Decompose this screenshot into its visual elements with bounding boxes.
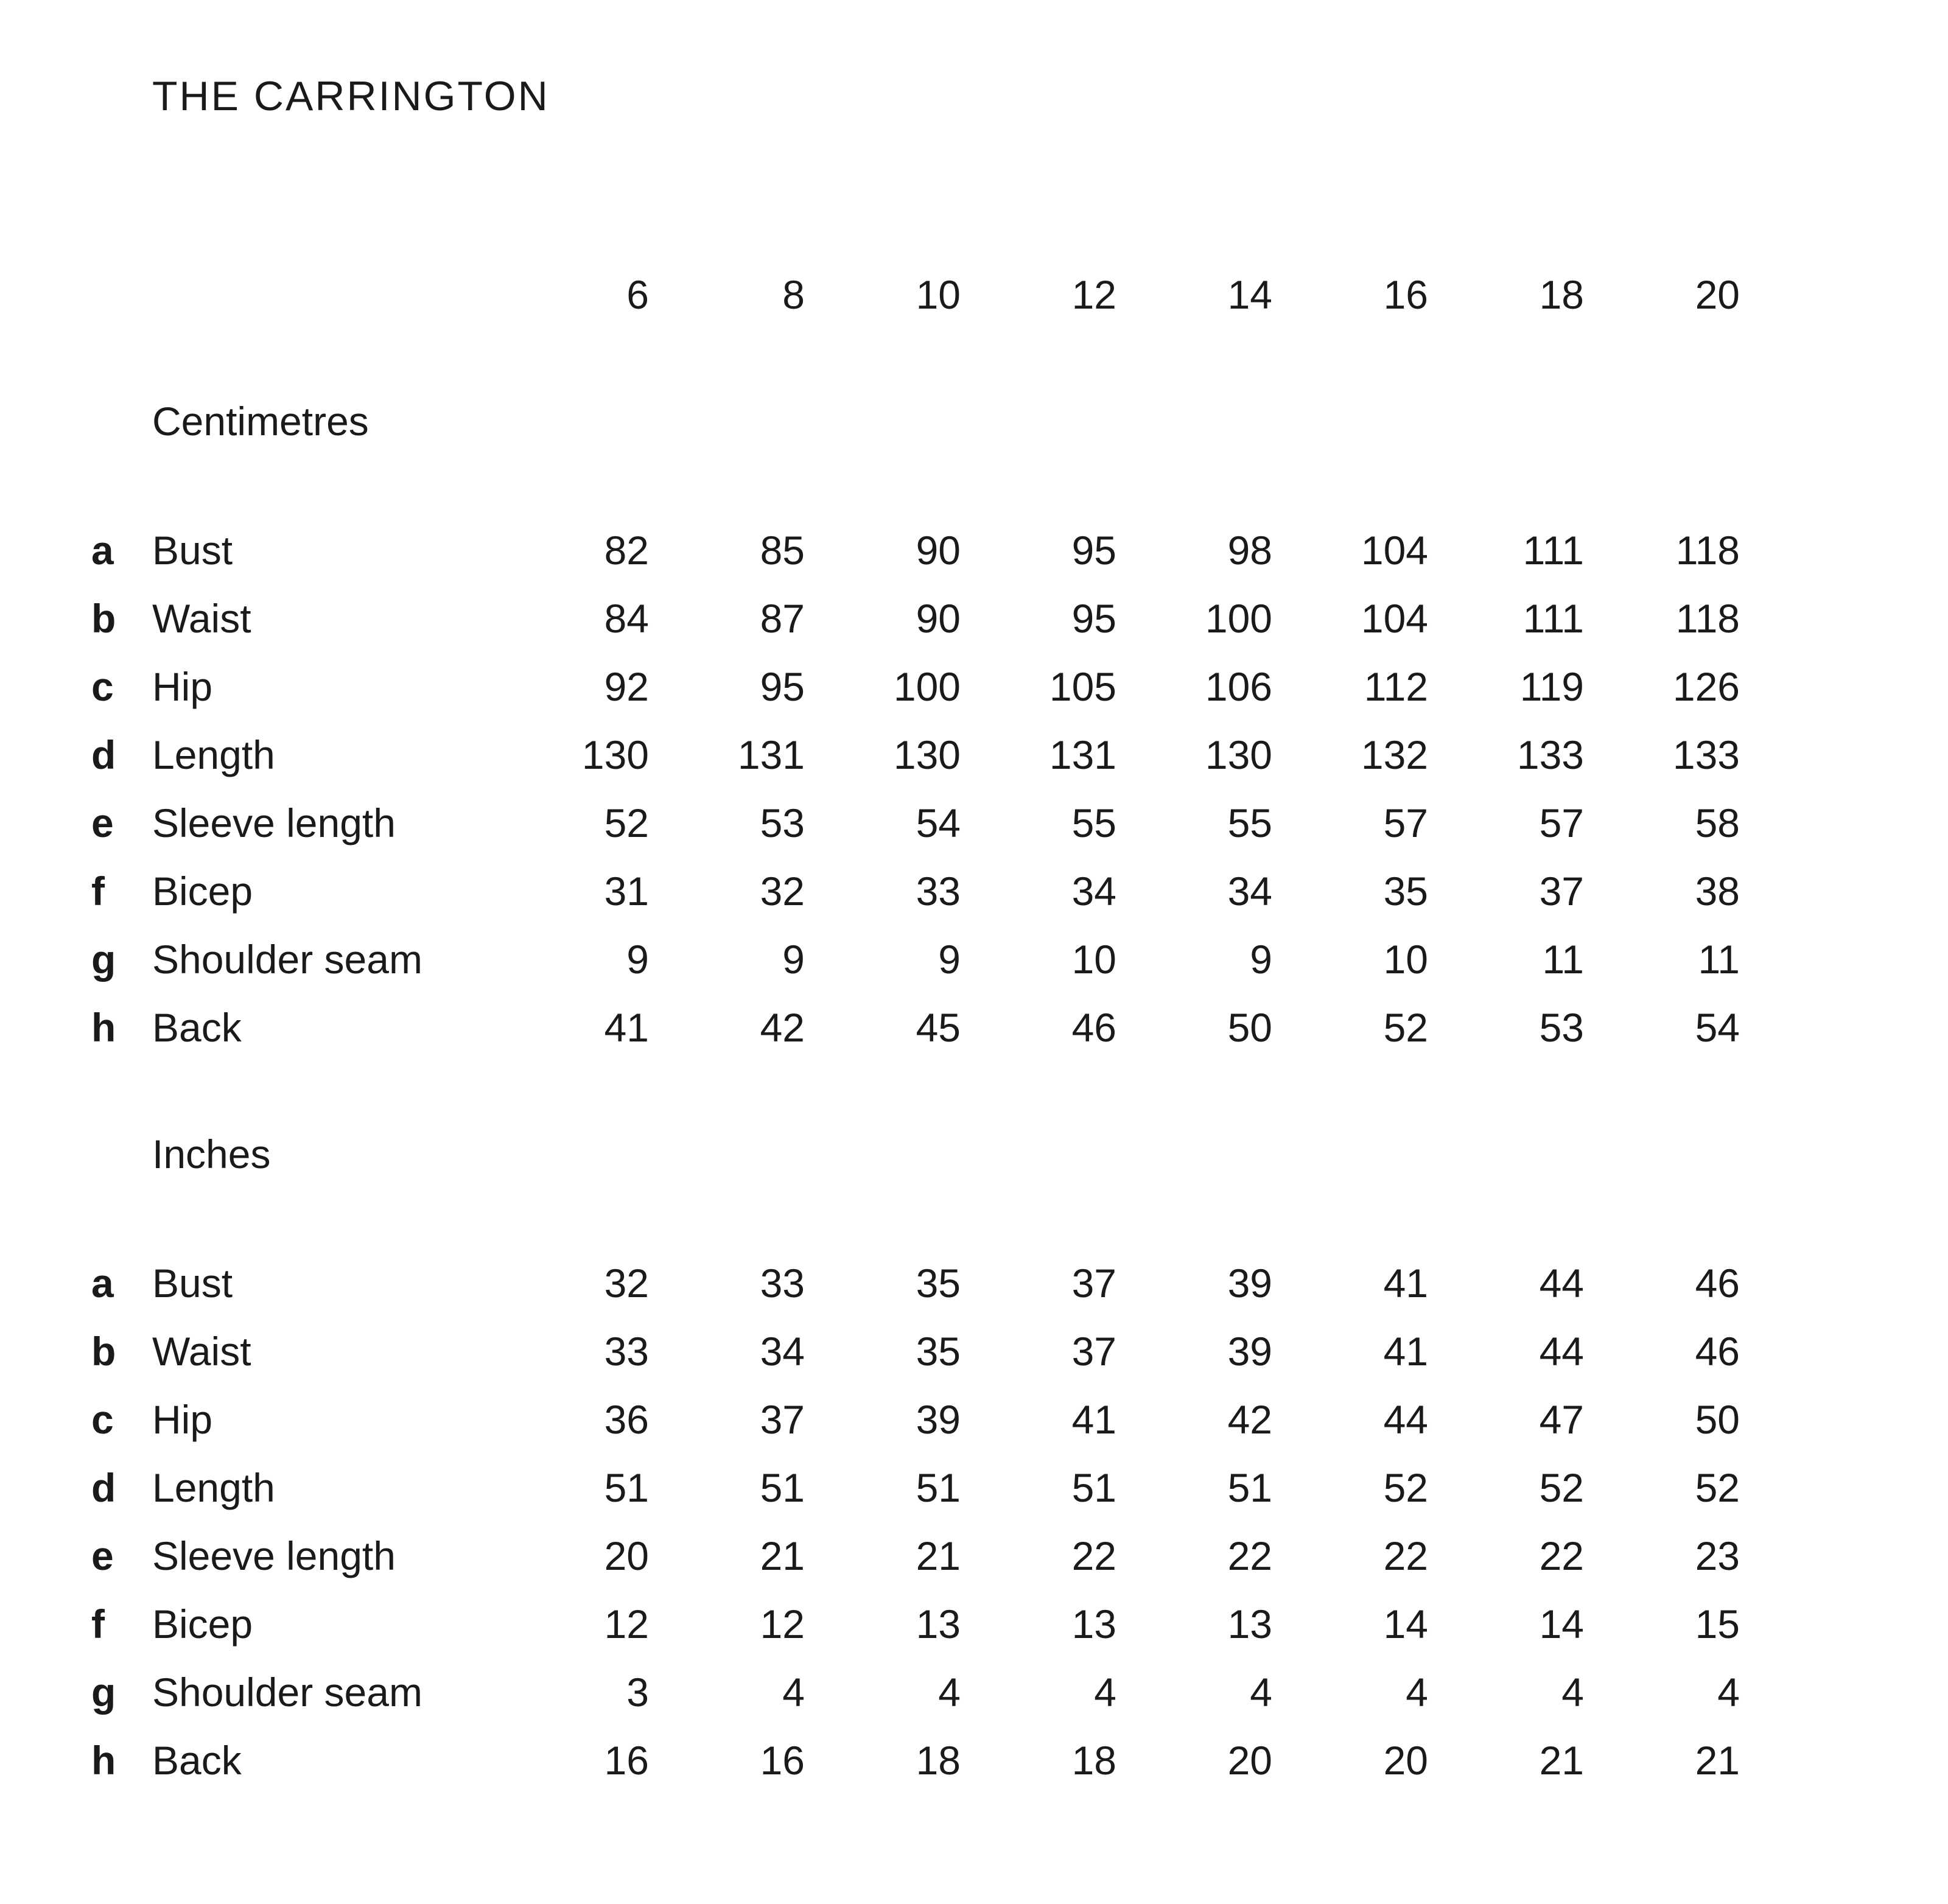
row-label: Sleeve length: [152, 1533, 396, 1578]
row-letter: a: [91, 1261, 114, 1306]
row-label: Waist: [152, 596, 251, 641]
value-cell: 50: [1695, 1397, 1740, 1442]
value-cell: 52: [1695, 1465, 1740, 1510]
value-cell: 44: [1383, 1397, 1428, 1442]
value-cell: 87: [760, 596, 805, 641]
size-column-header: 18: [1539, 272, 1584, 317]
value-cell: 41: [1071, 1397, 1116, 1442]
value-cell: 9: [782, 937, 805, 982]
value-cell: 4: [1406, 1670, 1428, 1715]
value-cell: 35: [1383, 869, 1428, 914]
section-label: Centimetres: [152, 399, 369, 444]
value-cell: 13: [916, 1601, 961, 1647]
table-row: [91, 789, 1948, 857]
value-cell: 118: [1675, 596, 1740, 641]
row-letter: b: [91, 1329, 116, 1374]
row-label: Length: [152, 732, 275, 777]
value-cell: 15: [1695, 1601, 1740, 1647]
row-letter: a: [91, 528, 114, 573]
value-cell: 11: [1542, 937, 1584, 982]
value-cell: 100: [893, 664, 961, 709]
value-cell: 118: [1675, 528, 1740, 573]
value-cell: 53: [1539, 1005, 1584, 1050]
value-cell: 104: [1361, 596, 1428, 641]
value-cell: 46: [1071, 1005, 1116, 1050]
size-column-header: 10: [916, 272, 961, 317]
row-label: Bust: [152, 528, 233, 573]
value-cell: 130: [581, 732, 649, 777]
value-cell: 130: [893, 732, 961, 777]
value-cell: 12: [604, 1601, 649, 1647]
value-cell: 133: [1672, 732, 1740, 777]
value-cell: 131: [1049, 732, 1116, 777]
value-cell: 9: [1250, 937, 1272, 982]
value-cell: 95: [760, 664, 805, 709]
value-cell: 54: [1695, 1005, 1740, 1050]
value-cell: 21: [760, 1533, 805, 1578]
value-cell: 111: [1522, 528, 1584, 573]
size-column-header: 12: [1071, 272, 1116, 317]
value-cell: 37: [1539, 869, 1584, 914]
value-cell: 36: [604, 1397, 649, 1442]
value-cell: 54: [916, 800, 961, 845]
value-cell: 47: [1539, 1397, 1584, 1442]
value-cell: 41: [604, 1005, 649, 1050]
value-cell: 90: [916, 528, 961, 573]
value-cell: 57: [1539, 800, 1584, 845]
value-cell: 34: [760, 1329, 805, 1374]
row-letter: e: [91, 800, 114, 845]
value-cell: 52: [1383, 1005, 1428, 1050]
value-cell: 4: [938, 1670, 961, 1715]
table-row: [91, 1249, 1948, 1317]
value-cell: 51: [916, 1465, 961, 1510]
row-letter: f: [91, 869, 105, 914]
value-cell: 34: [1071, 869, 1116, 914]
value-cell: 4: [1561, 1670, 1584, 1715]
value-cell: 16: [760, 1738, 805, 1783]
value-cell: 39: [1227, 1329, 1272, 1374]
row-label: Length: [152, 1465, 275, 1510]
value-cell: 51: [760, 1465, 805, 1510]
value-cell: 32: [604, 1261, 649, 1306]
value-cell: 10: [1071, 937, 1116, 982]
value-cell: 12: [760, 1601, 805, 1647]
value-cell: 95: [1071, 528, 1116, 573]
row-letter: h: [91, 1005, 116, 1050]
section-rows: [91, 1249, 1948, 1794]
table-row: [91, 1726, 1948, 1794]
value-cell: 18: [1071, 1738, 1116, 1783]
row-letter: g: [91, 1670, 116, 1715]
value-cell: 46: [1695, 1261, 1740, 1306]
row-letter: e: [91, 1533, 114, 1578]
value-cell: 55: [1071, 800, 1116, 845]
row-letter: b: [91, 596, 116, 641]
value-cell: 52: [1383, 1465, 1428, 1510]
value-cell: 33: [604, 1329, 649, 1374]
value-cell: 104: [1361, 528, 1428, 573]
row-label: Back: [152, 1738, 242, 1783]
value-cell: 133: [1516, 732, 1584, 777]
row-letter: c: [91, 1397, 114, 1442]
value-cell: 119: [1519, 664, 1584, 709]
value-cell: 105: [1049, 664, 1116, 709]
section-rows: [91, 516, 1948, 1062]
row-letter: f: [91, 1601, 105, 1647]
size-column-header: 14: [1227, 272, 1272, 317]
value-cell: 21: [1695, 1738, 1740, 1783]
value-cell: 95: [1071, 596, 1116, 641]
value-cell: 33: [760, 1261, 805, 1306]
value-cell: 100: [1205, 596, 1272, 641]
value-cell: 37: [760, 1397, 805, 1442]
value-cell: 34: [1227, 869, 1272, 914]
value-cell: 21: [916, 1533, 961, 1578]
value-cell: 20: [1383, 1738, 1428, 1783]
value-cell: 9: [938, 937, 961, 982]
row-label: Bust: [152, 1261, 233, 1306]
row-label: Sleeve length: [152, 800, 396, 845]
value-cell: 84: [604, 596, 649, 641]
value-cell: 23: [1695, 1533, 1740, 1578]
value-cell: 85: [760, 528, 805, 573]
value-cell: 4: [1717, 1670, 1740, 1715]
value-cell: 3: [626, 1670, 649, 1715]
size-column-header: 8: [782, 272, 805, 317]
value-cell: 22: [1071, 1533, 1116, 1578]
size-header-row: [91, 261, 1948, 329]
value-cell: 21: [1539, 1738, 1584, 1783]
row-letter: d: [91, 1465, 116, 1510]
value-cell: 38: [1695, 869, 1740, 914]
value-cell: 44: [1539, 1261, 1584, 1306]
value-cell: 4: [1250, 1670, 1272, 1715]
value-cell: 98: [1227, 528, 1272, 573]
value-cell: 55: [1227, 800, 1272, 845]
value-cell: 4: [782, 1670, 805, 1715]
section-header-row: [91, 1120, 1948, 1188]
value-cell: 4: [1094, 1670, 1116, 1715]
value-cell: 13: [1071, 1601, 1116, 1647]
value-cell: 90: [916, 596, 961, 641]
row-label: Shoulder seam: [152, 1670, 422, 1715]
value-cell: 31: [604, 869, 649, 914]
table-row: [91, 1385, 1948, 1454]
value-cell: 9: [626, 937, 649, 982]
value-cell: 18: [916, 1738, 961, 1783]
value-cell: 39: [916, 1397, 961, 1442]
value-cell: 130: [1205, 732, 1272, 777]
value-cell: 11: [1698, 937, 1740, 982]
value-cell: 92: [604, 664, 649, 709]
table-row: [91, 721, 1948, 789]
value-cell: 42: [1227, 1397, 1272, 1442]
value-cell: 50: [1227, 1005, 1272, 1050]
table-row: [91, 1454, 1948, 1522]
value-cell: 39: [1227, 1261, 1272, 1306]
value-cell: 132: [1361, 732, 1428, 777]
value-cell: 35: [916, 1329, 961, 1374]
value-cell: 52: [604, 800, 649, 845]
value-cell: 37: [1071, 1329, 1116, 1374]
row-label: Waist: [152, 1329, 251, 1374]
page-title: THE CARRINGTON: [152, 73, 550, 119]
value-cell: 35: [916, 1261, 961, 1306]
value-cell: 37: [1071, 1261, 1116, 1306]
value-cell: 32: [760, 869, 805, 914]
value-cell: 14: [1539, 1601, 1584, 1647]
value-cell: 16: [604, 1738, 649, 1783]
row-letter: d: [91, 732, 116, 777]
table-row: [91, 857, 1948, 925]
value-cell: 111: [1522, 596, 1584, 641]
table-row: [91, 1522, 1948, 1590]
row-letter: g: [91, 937, 116, 982]
value-cell: 45: [916, 1005, 961, 1050]
size-column-header: 20: [1695, 272, 1740, 317]
value-cell: 51: [1227, 1465, 1272, 1510]
row-label: Bicep: [152, 869, 253, 914]
value-cell: 126: [1672, 664, 1740, 709]
table-row: [91, 925, 1948, 993]
value-cell: 41: [1383, 1329, 1428, 1374]
value-cell: 22: [1227, 1533, 1272, 1578]
table-row: [91, 516, 1948, 584]
value-cell: 44: [1539, 1329, 1584, 1374]
value-cell: 41: [1383, 1261, 1428, 1306]
value-cell: 131: [737, 732, 805, 777]
value-cell: 46: [1695, 1329, 1740, 1374]
table-row: [91, 993, 1948, 1062]
size-column-header: 16: [1383, 272, 1428, 317]
value-cell: 20: [604, 1533, 649, 1578]
row-label: Bicep: [152, 1601, 253, 1647]
value-cell: 53: [760, 800, 805, 845]
value-cell: 10: [1383, 937, 1428, 982]
value-cell: 33: [916, 869, 961, 914]
row-label: Hip: [152, 1397, 213, 1442]
table-row: [91, 653, 1948, 721]
table-row: [91, 1317, 1948, 1385]
size-chart-table: [91, 261, 1948, 1794]
value-cell: 14: [1383, 1601, 1428, 1647]
value-cell: 52: [1539, 1465, 1584, 1510]
value-cell: 42: [760, 1005, 805, 1050]
value-cell: 57: [1383, 800, 1428, 845]
row-label: Back: [152, 1005, 242, 1050]
value-cell: 20: [1227, 1738, 1272, 1783]
table-sections: [91, 387, 1948, 1794]
row-letter: c: [91, 664, 114, 709]
table-row: [91, 1590, 1948, 1658]
value-cell: 58: [1695, 800, 1740, 845]
value-cell: 51: [1071, 1465, 1116, 1510]
row-label: Hip: [152, 664, 213, 709]
value-cell: 51: [604, 1465, 649, 1510]
value-cell: 22: [1383, 1533, 1428, 1578]
value-cell: 13: [1227, 1601, 1272, 1647]
value-cell: 112: [1364, 664, 1428, 709]
value-cell: 106: [1205, 664, 1272, 709]
row-label: Shoulder seam: [152, 937, 422, 982]
table-row: [91, 1658, 1948, 1726]
size-column-header: 6: [626, 272, 649, 317]
table-row: [91, 584, 1948, 653]
value-cell: 82: [604, 528, 649, 573]
section-label: Inches: [152, 1132, 271, 1177]
row-letter: h: [91, 1738, 116, 1783]
value-cell: 22: [1539, 1533, 1584, 1578]
section-header-row: [91, 387, 1948, 455]
